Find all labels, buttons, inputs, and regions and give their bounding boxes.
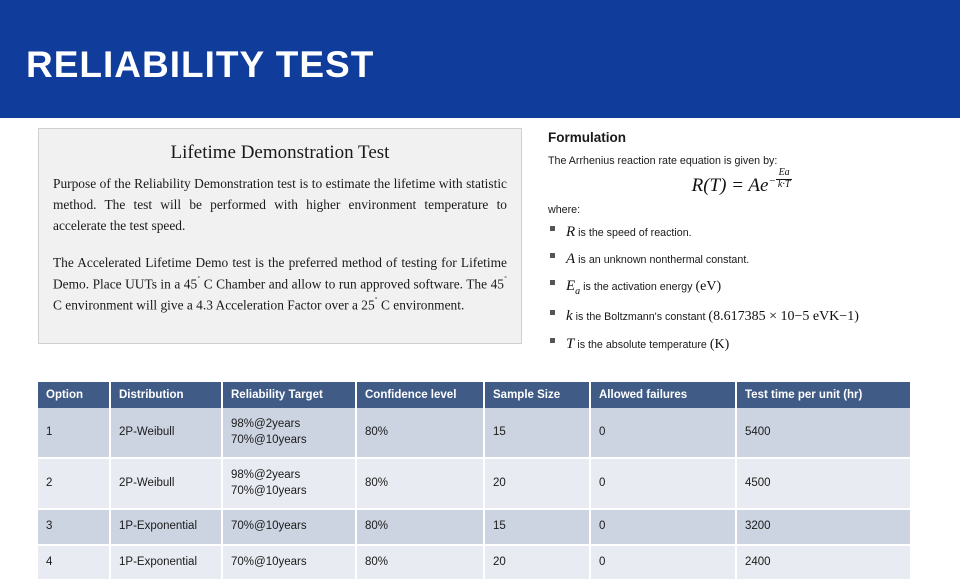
cell-reliability-target bbox=[222, 545, 356, 581]
list-item bbox=[548, 334, 936, 355]
cell-distribution: 1P-Exponential bbox=[110, 509, 222, 545]
cell-test-time: 4500 bbox=[736, 458, 910, 509]
formulation-lead: The Arrhenius reaction rate equation is given by: bbox=[548, 155, 778, 167]
cell-option: 2 bbox=[38, 458, 110, 509]
list-item bbox=[548, 276, 936, 299]
square-bullet-icon bbox=[550, 310, 555, 315]
symbol-T: T bbox=[566, 335, 575, 352]
cell-confidence-level: 80% bbox=[356, 545, 484, 581]
formula-fraction bbox=[776, 168, 793, 191]
cell-reliability-target bbox=[222, 509, 356, 545]
cell-test-time: 5400 bbox=[736, 408, 910, 458]
cell-sample-size: 15 bbox=[484, 509, 590, 545]
panel-paragraph-2 bbox=[53, 253, 507, 316]
formula-lhs: R(T) = Ae bbox=[691, 175, 769, 196]
cell-sample-size: 20 bbox=[484, 545, 590, 581]
cell-distribution: 2P-Weibull bbox=[110, 458, 222, 509]
reliability-options-table-wrapper bbox=[38, 382, 910, 581]
cell-allowed-failures: 0 bbox=[590, 458, 736, 509]
square-bullet-icon bbox=[550, 253, 555, 258]
square-bullet-icon bbox=[550, 280, 555, 285]
formula-numerator: Ea bbox=[776, 168, 793, 180]
symbol-definition-list bbox=[548, 222, 936, 355]
paragraph-2-part-b: C Chamber and allow to run approved software. The 45 bbox=[200, 276, 504, 292]
paragraph-2-part-c: C environment will give a 4.3 Acceleration Factor over a 25 bbox=[53, 297, 375, 313]
target-line-1: 70%@10years bbox=[231, 520, 307, 533]
table-header-row bbox=[38, 382, 910, 408]
formula-denominator: k·T bbox=[777, 179, 791, 191]
paragraph-2-part-d: C environment. bbox=[377, 297, 465, 313]
symbol-k: k bbox=[566, 307, 573, 324]
cell-allowed-failures: 0 bbox=[590, 408, 736, 458]
header-band bbox=[0, 0, 960, 118]
cell-sample-size: 15 bbox=[484, 408, 590, 458]
degree-symbol-3: ˚ bbox=[374, 296, 378, 307]
target-line-2: 70%@10years bbox=[231, 433, 307, 446]
column-header-option: Option bbox=[38, 382, 110, 408]
symbol-Ea: $E_a$ bbox=[566, 278, 581, 298]
formulation-panel bbox=[548, 130, 936, 362]
column-header-allowed-failures: Allowed failures bbox=[590, 382, 736, 408]
list-item bbox=[548, 249, 936, 269]
cell-reliability-target bbox=[222, 458, 356, 509]
cell-option: 3 bbox=[38, 509, 110, 545]
symbol-R: R bbox=[566, 223, 576, 240]
symbol-T-unit: (K) bbox=[709, 336, 730, 352]
list-item bbox=[548, 222, 936, 242]
list-item bbox=[548, 306, 936, 327]
column-header-sample-size: Sample Size bbox=[484, 382, 590, 408]
symbol-R-description: is the speed of reaction. bbox=[578, 226, 692, 239]
square-bullet-icon bbox=[550, 226, 555, 231]
arrhenius-formula bbox=[548, 167, 936, 198]
target-line-1: 70%@10years bbox=[231, 555, 307, 568]
page-title: RELIABILITY TEST bbox=[26, 44, 375, 85]
target-line-2: 70%@10years bbox=[231, 484, 307, 497]
cell-reliability-target bbox=[222, 408, 356, 458]
degree-symbol-1: ˚ bbox=[197, 275, 201, 286]
cell-option: 4 bbox=[38, 545, 110, 581]
symbol-Ea-description: is the activation energy bbox=[583, 281, 693, 294]
cell-confidence-level: 80% bbox=[356, 509, 484, 545]
column-header-test-time: Test time per unit (hr) bbox=[736, 382, 910, 408]
symbol-A: A bbox=[566, 251, 576, 268]
where-label: where: bbox=[548, 203, 581, 216]
panel-title: Lifetime Demonstration Test bbox=[170, 142, 390, 163]
cell-distribution: 1P-Exponential bbox=[110, 545, 222, 581]
column-header-confidence-level: Confidence level bbox=[356, 382, 484, 408]
table-row bbox=[38, 408, 910, 458]
cell-test-time: 3200 bbox=[736, 509, 910, 545]
target-line-1: 98%@2years bbox=[231, 418, 301, 430]
target-line-1: 98%@2years bbox=[231, 469, 301, 482]
symbol-k-description: is the Boltzmann's constant bbox=[575, 310, 706, 323]
formulation-title: Formulation bbox=[548, 130, 626, 145]
cell-allowed-failures: 0 bbox=[590, 545, 736, 581]
column-header-reliability-target: Reliability Target bbox=[222, 382, 356, 408]
lifetime-demonstration-panel bbox=[38, 128, 522, 344]
reliability-options-table bbox=[38, 382, 910, 581]
cell-confidence-level: 80% bbox=[356, 408, 484, 458]
table-row bbox=[38, 458, 910, 509]
formula-exponent-minus: − bbox=[768, 175, 776, 187]
square-bullet-icon bbox=[550, 338, 555, 343]
cell-allowed-failures: 0 bbox=[590, 509, 736, 545]
cell-test-time: 2400 bbox=[736, 545, 910, 581]
table-row bbox=[38, 509, 910, 545]
cell-distribution: 2P-Weibull bbox=[110, 408, 222, 458]
cell-sample-size: 20 bbox=[484, 458, 590, 509]
symbol-Ea-unit: (eV) bbox=[695, 279, 722, 295]
table-row bbox=[38, 545, 910, 581]
panel-paragraph-1: Purpose of the Reliability Demonstration test is to estimate the lifetime with statistic method. The test will be performed with higher environment temperature to accelerate the test speed. bbox=[53, 176, 507, 233]
cell-confidence-level: 80% bbox=[356, 458, 484, 509]
symbol-T-description: is the absolute temperature bbox=[577, 338, 707, 351]
paragraph-2-part-a: The Accelerated Lifetime Demo test is the preferred method of testing for Lifetime Demo. Place UUTs in a 45 bbox=[53, 255, 507, 292]
symbol-k-value: (8.617385 × 10−5 eVK−1) bbox=[708, 308, 859, 324]
symbol-A-description: is an unknown nonthermal constant. bbox=[578, 254, 750, 267]
degree-symbol-2: ˚ bbox=[503, 275, 507, 286]
column-header-distribution: Distribution bbox=[110, 382, 222, 408]
cell-option: 1 bbox=[38, 408, 110, 458]
